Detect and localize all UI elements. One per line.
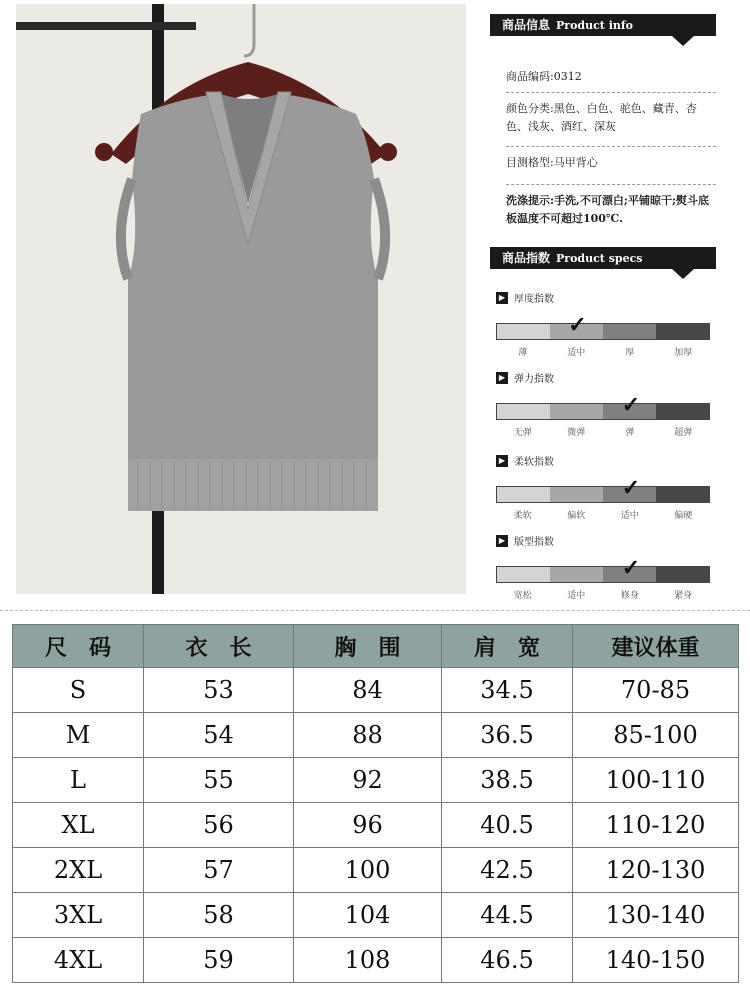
arrow-icon: ▶ <box>496 455 508 467</box>
spec-softness: ▶ 柔软指数 ✓ 柔软 偏软 适中 偏硬 <box>496 453 714 533</box>
spec-elasticity: ▶ 弹力指数 ✓ 无弹 微弹 弹 超弹 <box>496 370 714 450</box>
product-info-title-cn: 商品信息 <box>502 18 551 32</box>
divider <box>506 184 716 185</box>
header-length: 衣 长 <box>144 625 294 668</box>
table-row: 3XL 58 104 44.5 130-140 <box>13 893 739 938</box>
vest-illustration <box>16 4 466 594</box>
product-info-title-en: Product info <box>556 19 633 32</box>
spec-scale <box>496 403 710 420</box>
header-size: 尺 码 <box>13 625 144 668</box>
product-photo <box>16 4 466 594</box>
product-specs-title-cn: 商品指数 <box>502 251 551 265</box>
size-table-header <box>13 625 739 668</box>
spec-title: 版型指数 <box>514 537 554 548</box>
divider <box>506 92 716 93</box>
header-shoulder: 肩 宽 <box>442 625 573 668</box>
spec-title: 厚度指数 <box>514 294 554 305</box>
check-icon: ✓ <box>621 475 641 501</box>
check-icon: ✓ <box>621 392 641 418</box>
check-icon: ✓ <box>568 312 587 338</box>
spec-thickness: ▶ 厚度指数 ✓ 薄 适中 厚 加厚 <box>496 290 714 370</box>
table-row: L 55 92 38.5 100-110 <box>13 758 739 803</box>
product-specs-title-en: Product specs <box>556 252 643 265</box>
table-row: 4XL 59 108 46.5 140-150 <box>13 938 739 983</box>
table-row: XL 56 96 40.5 110-120 <box>13 803 739 848</box>
info-colors: 颜色分类:黑色、白色、驼色、藏青、杏色、浅灰、酒红、深灰 <box>506 102 697 133</box>
header-weight: 建议体重 <box>573 625 739 668</box>
arrow-icon: ▶ <box>496 535 508 547</box>
spec-scale <box>496 486 710 503</box>
table-row: 2XL 57 100 42.5 120-130 <box>13 848 739 893</box>
info-washing: 洗涤提示:手洗,不可漂白;平铺晾干;熨斗底板温度不可超过100℃. <box>506 194 710 225</box>
info-product-code: 商品编码:0312 <box>506 70 582 83</box>
table-row: S 53 84 34.5 70-85 <box>13 668 739 713</box>
info-panel <box>490 0 730 600</box>
product-specs-band <box>490 247 716 269</box>
spec-fit: ▶ 版型指数 ✓ 宽松 适中 修身 紧身 <box>496 533 714 613</box>
spec-title: 弹力指数 <box>514 374 554 385</box>
size-table <box>12 624 739 983</box>
spec-scale <box>496 323 710 340</box>
divider <box>506 146 716 147</box>
info-style: 目测格型:马甲背心 <box>506 156 598 169</box>
header-chest: 胸 围 <box>294 625 442 668</box>
arrow-icon: ▶ <box>496 372 508 384</box>
spec-scale <box>496 566 710 583</box>
spec-title: 柔软指数 <box>514 457 554 468</box>
check-icon: ✓ <box>621 555 641 581</box>
product-info-band <box>490 14 716 36</box>
section-divider <box>0 610 750 611</box>
table-row: M 54 88 36.5 85-100 <box>13 713 739 758</box>
arrow-icon: ▶ <box>496 292 508 304</box>
